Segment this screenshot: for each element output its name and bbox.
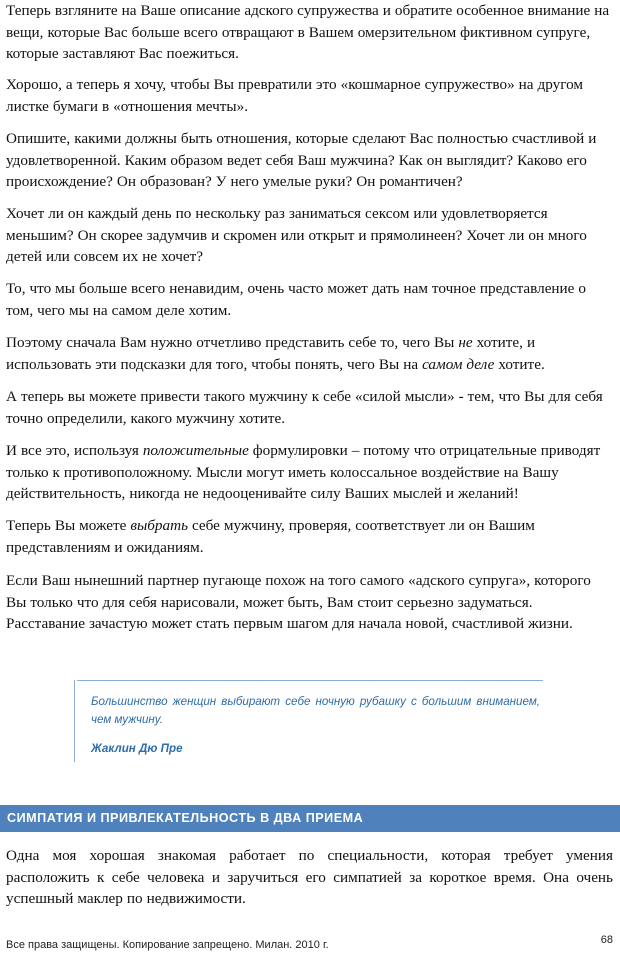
footer-copyright: Все права защищены. Копирование запрещено. Милан. 2010 г. [6, 939, 329, 951]
paragraph-9 [6, 515, 613, 558]
paragraph-6-emphasis-2: самом деле [422, 355, 495, 373]
paragraph-8-part-1: И все это, используя [6, 442, 143, 459]
paragraph-6 [6, 332, 613, 375]
paragraph-9-part-1: Теперь Вы можете [6, 517, 131, 534]
paragraph-1: Теперь взгляните на Ваше описание адского супружества и обратите особенное внимание на вещи, которые Вас больше всего отвращают в Вашем омерзительном фиктивном супруге, которые заставляют Вас поежиться. [6, 2, 610, 62]
quote-text: Большинство женщин выбирают себе ночную рубашку с большим вниманием, чем мужчину. [91, 695, 540, 726]
paragraph-7: А теперь вы можете привести такого мужчину к себе «силой мысли» - тем, что Вы для себя точно определили, какого мужчину хотите. [6, 388, 603, 427]
paragraph-9-emphasis: выбрать [130, 517, 188, 534]
paragraph-3: Опишите, какими должны быть отношения, которые сделают Вас полностью счастливой и удовлетворенной. Каким образом ведет себя Ваш мужчина? Как он выглядит? Каково его происхождение? Он образован? У него умелые руки? Он романтичен? [6, 130, 597, 190]
paragraph-4: Хочет ли он каждый день по нескольку раз заниматься сексом или удовлетворяется меньшим? Он скорее задумчив и скромен или открыт и прямолинеен? Хочет ли он много детей или совсем их не хочет? [6, 205, 587, 265]
quote-author: Жаклин Дю Пре [91, 742, 183, 755]
section-title: СИМПАТИЯ И ПРИВЛЕКАТЕЛЬНОСТЬ В ДВА ПРИЕМА [7, 811, 364, 825]
paragraph-8 [6, 440, 613, 505]
quote-top-rule [77, 680, 543, 681]
paragraph-10: Если Ваш нынешний партнер пугающе похож на того самого «адского супруга», которого Вы только что для себя нарисовали, может быть, Вам стоит серьезно задуматься. Расставание зачастую может стать первым шагом для начала новой, счастливой жизни. [6, 572, 591, 632]
paragraph-11: Одна моя хорошая знакомая работает по специальности, которая требует умения расположить к себе человека и заручиться его симпатией за короткое время. Она очень успешный маклер по недвижимости. [6, 847, 613, 907]
paragraph-8-emphasis: положительные [142, 442, 249, 459]
page-number: 68 [600, 934, 613, 946]
paragraph-5: То, что мы больше всего ненавидим, очень часто может дать нам точное представление о том, чего мы на самом деле хотим. [6, 280, 587, 319]
pull-quote [74, 680, 543, 762]
section-header [0, 805, 620, 832]
paragraph-6-part-2: хотите, и использовать эти подсказки для того, чтобы понять, чего Вы на [6, 334, 536, 373]
paragraph-9-part-2: себе мужчину, проверяя, соответствует ли он Вашим представлениям и ожиданиям. [6, 517, 535, 556]
paragraph-6-part-1: Поэтому сначала Вам нужно отчетливо представить себе то, чего Вы [6, 334, 459, 351]
paragraph-2: Хорошо, а теперь я хочу, чтобы Вы превратили это «кошмарное супружество» на другом листке бумаги в «отношения мечты». [6, 76, 584, 115]
paragraph-6-emphasis-1: не [458, 334, 473, 351]
paragraph-8-part-2: формулировки – потому что отрицательные приводят только к противоположному. Мысли могут иметь колоссальное воздействие на Вашу действительность, никогда не недооценивайте силу Ваших мыслей и желаний! [6, 442, 601, 502]
paragraph-6-part-3: хотите. [494, 355, 545, 373]
